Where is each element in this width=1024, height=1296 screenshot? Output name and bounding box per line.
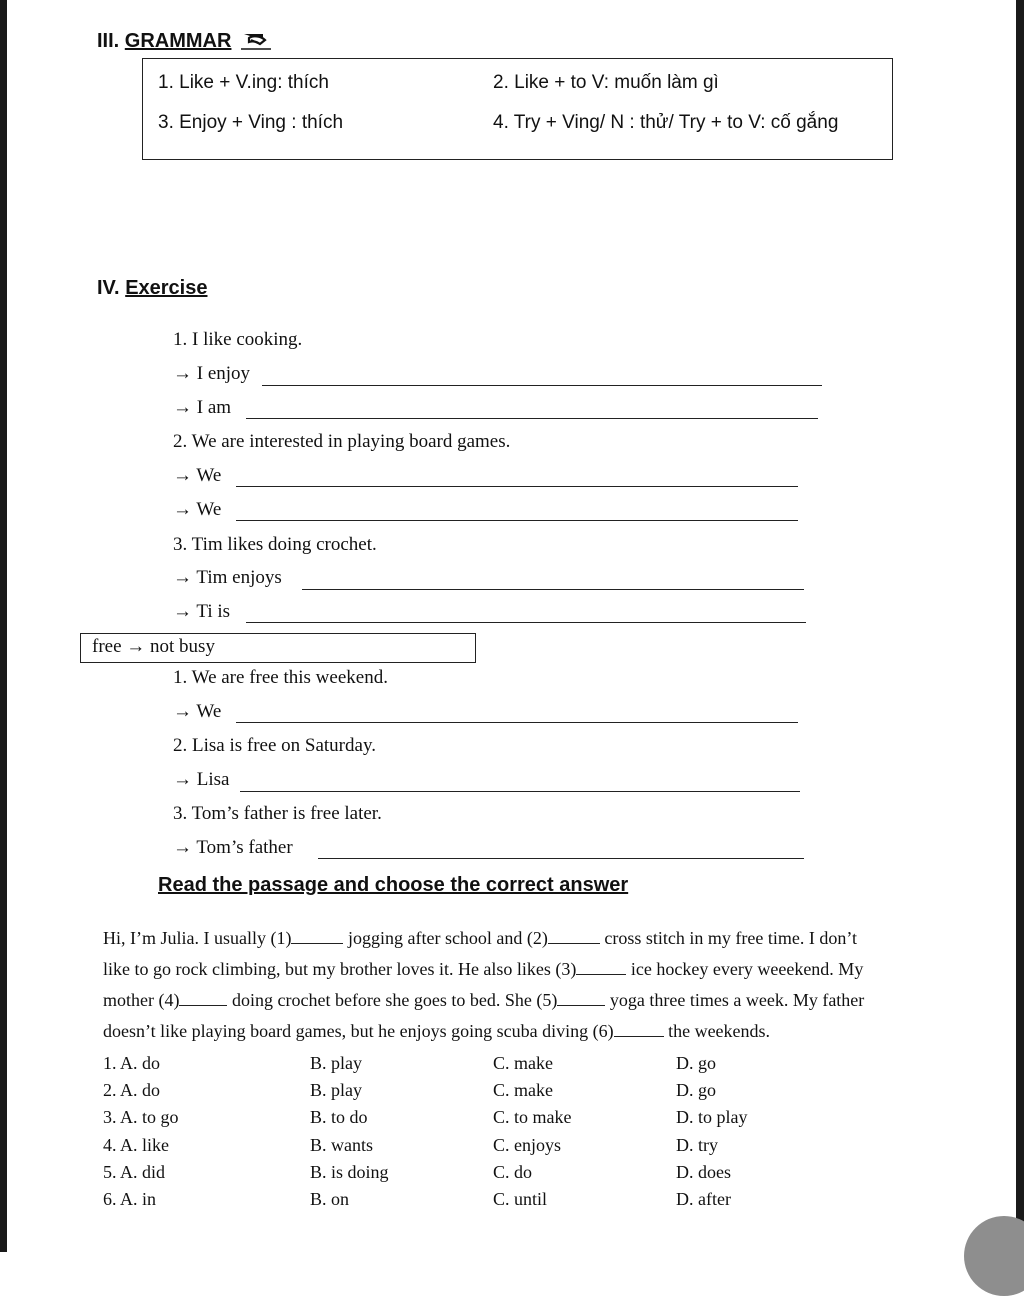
- answer-blank[interactable]: [236, 722, 798, 723]
- option-5b[interactable]: B. is doing: [310, 1162, 389, 1182]
- passage-line-2: [103, 959, 863, 980]
- option-4a[interactable]: 4. A. like: [103, 1135, 169, 1155]
- grammar-heading-title: GRAMMAR: [124, 30, 232, 52]
- option-1b[interactable]: B. play: [310, 1053, 362, 1073]
- passage-blank-5[interactable]: [557, 1004, 605, 1006]
- option-3b[interactable]: B. to do: [310, 1107, 368, 1127]
- passage-segment: the weekends.: [663, 1021, 771, 1041]
- exercise-line: 2. Lisa is free on Saturday.: [173, 735, 376, 756]
- exercise-line: → Tim enjoys: [173, 567, 282, 588]
- passage-segment: doesn’t like playing board games, but he enjoys going scuba diving (6): [103, 1021, 614, 1041]
- passage-segment: like to go rock climbing, but my brother loves it. He also likes (3): [103, 959, 577, 979]
- passage-segment: Hi, I’m Julia. I usually (1): [103, 928, 292, 948]
- passage-line-4: [103, 1021, 770, 1042]
- exercise-heading-prefix: IV.: [97, 277, 126, 299]
- option-3a[interactable]: 3. A. to go: [103, 1107, 179, 1127]
- exercise-line: → We: [173, 465, 222, 486]
- answer-blank[interactable]: [246, 622, 806, 623]
- option-6c[interactable]: C. until: [493, 1189, 548, 1209]
- exercise-line: → I enjoy: [173, 363, 251, 384]
- exercise-line: 3. Tom’s father is free later.: [173, 803, 382, 824]
- option-6b[interactable]: B. on: [310, 1189, 350, 1209]
- answer-blank[interactable]: [262, 385, 822, 386]
- left-dark-edge: [0, 0, 7, 1252]
- option-2b[interactable]: B. play: [310, 1080, 362, 1100]
- passage-line-3: [103, 990, 864, 1011]
- option-3c[interactable]: C. to make: [493, 1107, 572, 1127]
- passage-segment: jogging after school and (2): [343, 928, 548, 948]
- exercise-line: → We: [173, 701, 222, 722]
- option-4b[interactable]: B. wants: [310, 1135, 373, 1155]
- option-3d[interactable]: D. to play: [676, 1107, 748, 1127]
- option-5a[interactable]: 5. A. did: [103, 1162, 166, 1182]
- passage-segment: mother (4): [103, 990, 180, 1010]
- corner-shadow-blob: [964, 1216, 1024, 1296]
- option-2c[interactable]: C. make: [493, 1080, 553, 1100]
- option-6d[interactable]: D. after: [676, 1189, 731, 1209]
- passage-blank-6[interactable]: [614, 1035, 664, 1037]
- answer-blank[interactable]: [240, 791, 800, 792]
- answer-blank[interactable]: [236, 520, 798, 521]
- passage-segment: yoga three times a week. My father: [605, 990, 865, 1010]
- exercise-line: 1. I like cooking.: [173, 329, 303, 350]
- option-1c[interactable]: C. make: [493, 1053, 553, 1073]
- exercise-line: 3. Tim likes doing crochet.: [173, 534, 377, 555]
- option-1d[interactable]: D. go: [676, 1053, 716, 1073]
- answer-blank[interactable]: [236, 486, 798, 487]
- exercise-line: → I am: [173, 397, 232, 418]
- option-4c[interactable]: C. enjoys: [493, 1135, 562, 1155]
- grammar-rule-3: 3. Enjoy + Ving : thích: [158, 112, 344, 133]
- option-4d[interactable]: D. try: [676, 1135, 718, 1155]
- passage-line-1: [103, 928, 857, 949]
- option-2d[interactable]: D. go: [676, 1080, 716, 1100]
- passage-segment: cross stitch in my free time. I don’t: [599, 928, 858, 948]
- exercise-line: → We: [173, 499, 222, 520]
- answer-blank[interactable]: [318, 858, 804, 859]
- grammar-heading-prefix: III.: [97, 30, 125, 52]
- exercise-line: → Lisa: [173, 769, 230, 790]
- exercise-heading-title: Exercise: [125, 277, 208, 299]
- reading-heading: Read the passage and choose the correct answer: [158, 874, 629, 896]
- passage-segment: ice hockey every weeekend. My: [626, 959, 864, 979]
- option-2a[interactable]: 2. A. do: [103, 1080, 161, 1100]
- passage-blank-3[interactable]: [576, 973, 626, 975]
- grammar-rule-4: 4. Try + Ving/ N : thử/ Try + to V: cố gắng: [493, 112, 839, 133]
- passage-blank-2[interactable]: [548, 942, 600, 944]
- option-6a[interactable]: 6. A. in: [103, 1189, 157, 1209]
- grammar-heading: [97, 30, 271, 56]
- pencil-icon: [241, 30, 271, 56]
- option-1a[interactable]: 1. A. do: [103, 1053, 161, 1073]
- grammar-rule-1: 1. Like + V.ing: thích: [158, 72, 329, 93]
- note-box-text: free → not busy: [92, 636, 215, 657]
- passage-blank-4[interactable]: [179, 1004, 227, 1006]
- exercise-line: 1. We are free this weekend.: [173, 667, 388, 688]
- option-5d[interactable]: D. does: [676, 1162, 731, 1182]
- exercise-heading: [97, 277, 207, 300]
- answer-blank[interactable]: [302, 589, 804, 590]
- grammar-rule-2: 2. Like + to V: muốn làm gì: [493, 72, 719, 93]
- exercise-line: 2. We are interested in playing board games.: [173, 431, 511, 452]
- passage-segment: doing crochet before she goes to bed. She (5): [227, 990, 558, 1010]
- option-5c[interactable]: C. do: [493, 1162, 533, 1182]
- exercise-line: → Tom’s father: [173, 837, 293, 858]
- right-dark-edge: [1016, 0, 1024, 1252]
- answer-blank[interactable]: [246, 418, 818, 419]
- exercise-line: → Ti is: [173, 601, 231, 622]
- passage-blank-1[interactable]: [291, 942, 343, 944]
